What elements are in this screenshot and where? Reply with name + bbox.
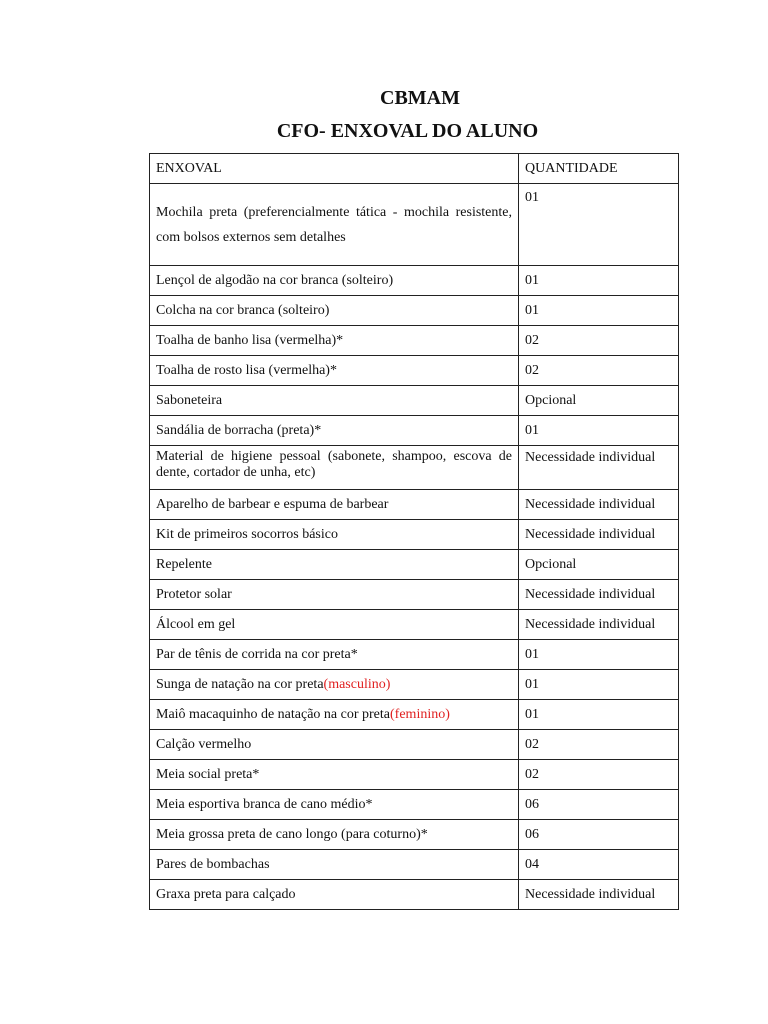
column-header-enxoval: ENXOVAL <box>150 154 519 184</box>
table-row <box>150 550 679 580</box>
table-row <box>150 850 679 880</box>
item-cell <box>150 700 519 730</box>
item-cell: Toalha de rosto lisa (vermelha)* <box>150 356 519 386</box>
table-row <box>150 386 679 416</box>
enxoval-table <box>149 153 679 910</box>
item-cell: Material de higiene pessoal (sabonete, shampoo, escova de dente, cortador de unha, etc) <box>150 446 519 490</box>
item-cell: Par de tênis de corrida na cor preta* <box>150 640 519 670</box>
qty-cell: Necessidade individual <box>519 520 679 550</box>
qty-cell: 01 <box>519 266 679 296</box>
table-header-row <box>150 154 679 184</box>
gender-note-feminino: (feminino) <box>390 707 450 722</box>
document-title: CFO- ENXOVAL DO ALUNO <box>276 120 539 142</box>
qty-cell: Opcional <box>519 550 679 580</box>
qty-cell: 02 <box>519 326 679 356</box>
qty-cell: 01 <box>519 296 679 326</box>
item-cell: Toalha de banho lisa (vermelha)* <box>150 326 519 356</box>
item-cell <box>150 670 519 700</box>
table-row <box>150 356 679 386</box>
qty-cell: 02 <box>519 356 679 386</box>
item-text: Sunga de natação na cor preta <box>156 677 324 692</box>
qty-cell: 01 <box>519 640 679 670</box>
table-row <box>150 820 679 850</box>
item-cell: Colcha na cor branca (solteiro) <box>150 296 519 326</box>
qty-cell: Opcional <box>519 386 679 416</box>
item-cell: Saboneteira <box>150 386 519 416</box>
document-title-org: CBMAM <box>380 87 460 109</box>
column-header-quantidade: QUANTIDADE <box>519 154 679 184</box>
item-cell: Meia grossa preta de cano longo (para coturno)* <box>150 820 519 850</box>
qty-cell: 01 <box>519 670 679 700</box>
table-row <box>150 446 679 490</box>
qty-cell: Necessidade individual <box>519 446 679 490</box>
table-row <box>150 640 679 670</box>
table-row <box>150 580 679 610</box>
qty-cell: Necessidade individual <box>519 610 679 640</box>
qty-cell: 02 <box>519 760 679 790</box>
table-row <box>150 184 679 266</box>
table-row <box>150 326 679 356</box>
item-cell: Pares de bombachas <box>150 850 519 880</box>
item-cell: Meia esportiva branca de cano médio* <box>150 790 519 820</box>
item-cell: Calção vermelho <box>150 730 519 760</box>
table-row <box>150 670 679 700</box>
table-row <box>150 880 679 910</box>
table-row <box>150 790 679 820</box>
item-cell: Protetor solar <box>150 580 519 610</box>
table-row <box>150 296 679 326</box>
item-cell: Álcool em gel <box>150 610 519 640</box>
item-cell: Kit de primeiros socorros básico <box>150 520 519 550</box>
item-cell: Repelente <box>150 550 519 580</box>
table-row <box>150 730 679 760</box>
gender-note-masculino: (masculino) <box>323 677 391 692</box>
qty-cell: Necessidade individual <box>519 880 679 910</box>
qty-cell: 01 <box>519 416 679 446</box>
qty-cell: 02 <box>519 730 679 760</box>
table-row <box>150 700 679 730</box>
table-row <box>150 490 679 520</box>
table-row <box>150 760 679 790</box>
table-row <box>150 266 679 296</box>
item-cell: Sandália de borracha (preta)* <box>150 416 519 446</box>
item-cell: Meia social preta* <box>150 760 519 790</box>
qty-cell: 01 <box>519 700 679 730</box>
item-text: Maiô macaquinho de natação na cor preta <box>156 707 391 722</box>
qty-cell: 06 <box>519 790 679 820</box>
item-cell: Graxa preta para calçado <box>150 880 519 910</box>
table-row <box>150 416 679 446</box>
table-row <box>150 520 679 550</box>
qty-cell: Necessidade individual <box>519 490 679 520</box>
qty-cell: 01 <box>519 184 679 266</box>
qty-cell: 06 <box>519 820 679 850</box>
item-cell: Lençol de algodão na cor branca (solteiro) <box>150 266 519 296</box>
qty-cell: Necessidade individual <box>519 580 679 610</box>
item-cell: Aparelho de barbear e espuma de barbear <box>150 490 519 520</box>
item-cell: Mochila preta (preferencialmente tática - mochila resistente, com bolsos externos sem detalhes <box>150 184 519 266</box>
table-row <box>150 610 679 640</box>
qty-cell: 04 <box>519 850 679 880</box>
